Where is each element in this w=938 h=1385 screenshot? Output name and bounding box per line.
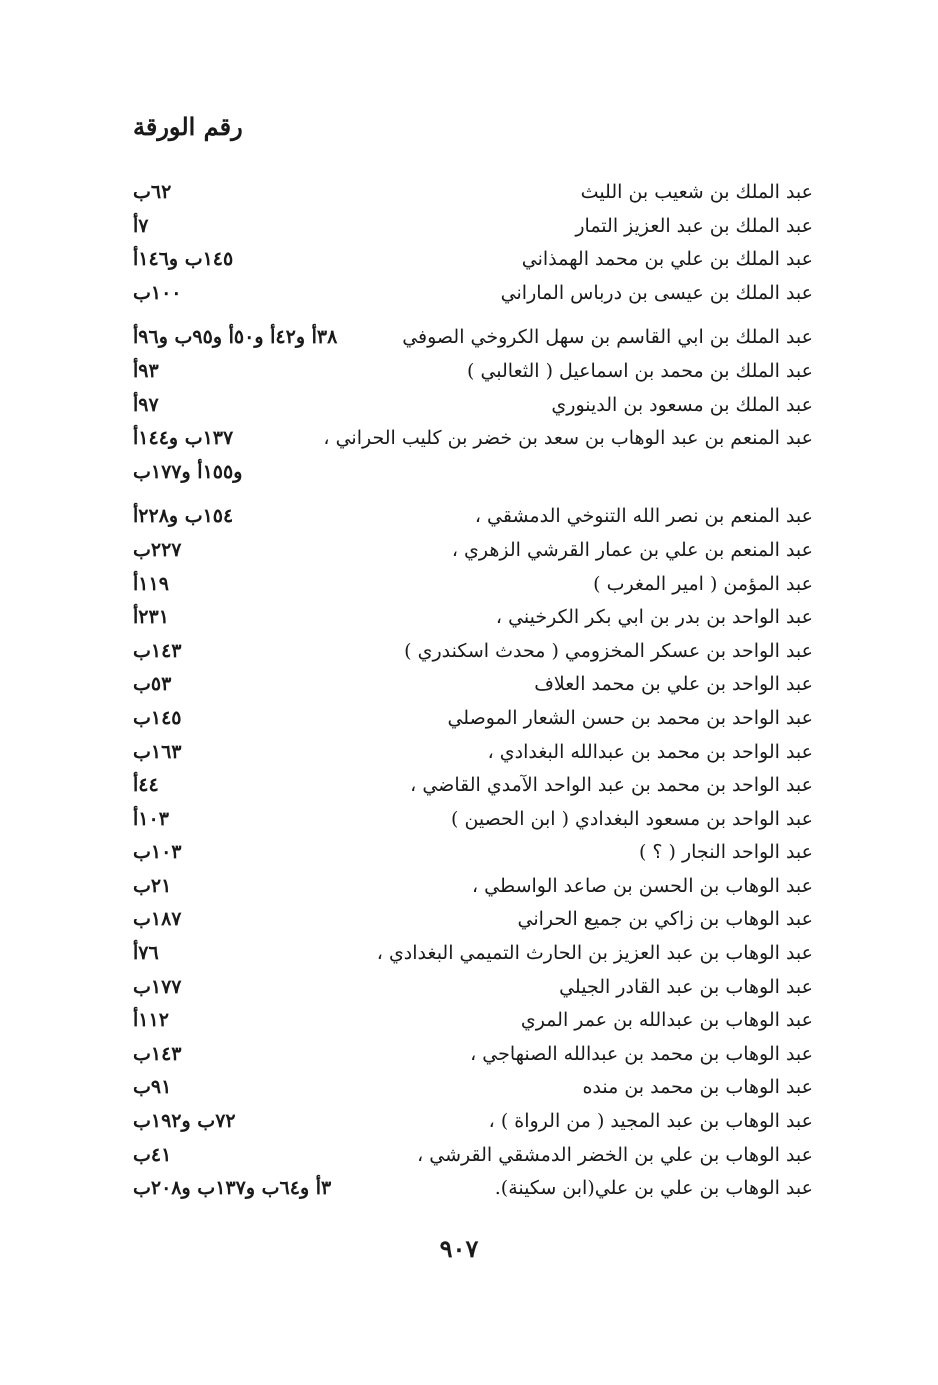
index-entry [133,1139,813,1173]
entry-folio-ref: ٧٦أ [133,942,159,965]
entry-folio-ref: ٧أ [133,214,149,237]
index-list [133,176,813,1206]
entry-name: عبد الوهاب بن محمد بن منده [582,1076,813,1099]
entry-folio-ref: ١٤٣ب [133,1042,182,1065]
entry-name: عبد المنعم بن عبد الوهاب بن سعد بن خضر بن كليب الحراني ، [323,427,813,450]
entry-name: عبد الملك بن عيسى بن درباس الماراني [500,281,813,304]
entry-name: عبد الوهاب بن عبدالله بن عمر المري [520,1009,813,1032]
index-entry [133,601,813,635]
index-entry [133,243,813,277]
entry-name: عبد الملك بن عبد العزيز التمار [575,214,813,237]
entry-name: عبد الواحد بن مسعود البغدادي ( ابن الحصين ) [451,807,813,830]
entry-name: عبد الملك بن شعيب بن الليث [580,181,813,203]
entry-folio-ref: ١٠٣أ [133,807,169,830]
entry-name: عبد المنعم بن نصر الله التنوخي الدمشقي ، [474,505,813,528]
index-entry [133,769,813,803]
page-number [0,1234,938,1263]
index-entry [133,321,813,355]
entry-name: عبد الوهاب بن عبد القادر الجيلي [559,975,813,998]
entry-folio-ref: ٣أ و٦٤ب و١٣٧ب و٢٠٨ب [133,1177,332,1200]
entry-folio-ref: ١٨٧ب [133,908,182,931]
entry-folio-ref: ٤٤أ [133,774,159,797]
entry-folio-ref: ٦٢ب [133,181,172,203]
entry-folio-ref: ١٠٣ب [133,841,182,864]
index-entry [133,1004,813,1038]
entry-name: عبد الملك بن ابي القاسم بن سهل الكروخي الصوفي [402,326,813,349]
index-entry [133,210,813,244]
index-entry [133,635,813,669]
index-entry [133,803,813,837]
column-header: رقم الورقة [133,112,243,141]
index-entry [133,668,813,702]
entry-name: عبد المؤمن ( امير المغرب ) [593,572,813,595]
index-entry [133,903,813,937]
entry-folio-ref: ١٤٥ب و١٤٦أ [133,248,234,271]
entry-name: عبد الوهاب بن علي بن الخضر الدمشقي القرشي ، [417,1143,813,1166]
index-entry [133,176,813,210]
entry-folio-ref: ١٧٧ب [133,975,182,998]
entry-folio-ref: ٩١ب [133,1076,172,1099]
index-entry [133,568,813,602]
entry-folio-ref: ٢٢٧ب [133,538,182,561]
entry-folio-ref: و١٥٥أ و١٧٧ب [133,460,243,483]
index-entry [133,277,813,311]
entry-name: عبد الوهاب بن عبد المجيد ( من الرواة ) ، [488,1110,813,1133]
page-number-text: ٩٠٧ [439,1234,479,1263]
index-entry [133,1038,813,1072]
entry-name: عبد الملك بن محمد بن اسماعيل ( الثعالبي ) [467,359,813,382]
entry-folio-ref: ٧٢ب و١٩٢ب [133,1110,236,1133]
entry-folio-ref: ٩٧أ [133,393,159,416]
entry-folio-ref: ١٤٥ب [133,706,182,729]
index-entry [133,971,813,1005]
entry-folio-ref: ٩٣أ [133,359,159,382]
index-entry [133,937,813,971]
entry-folio-ref: ٤١ب [133,1143,172,1166]
entry-folio-ref: ١٤٣ب [133,639,182,662]
entry-name: عبد الوهاب بن عبد العزيز بن الحارث التميمي البغدادي ، [376,942,813,965]
entry-name: عبد الوهاب بن الحسن بن صاعد الواسطي ، [471,874,813,897]
entry-name: عبد الواحد بن بدر بن ابي بكر الكرخيني ، [495,606,813,629]
entry-name: عبد الواحد بن عسكر المخزومي ( محدث اسكندري ) [404,639,813,662]
entry-folio-ref: ١١٢أ [133,1009,169,1032]
entry-name: عبد الملك بن مسعود بن الدينوري [551,393,813,416]
entry-folio-ref: ١٠٠ب [133,281,182,304]
entry-name: عبد الواحد بن محمد بن عبد الواحد الآمدي القاضي ، [410,774,813,797]
entry-folio-ref: ٥٣ب [133,673,172,696]
index-entry [133,736,813,770]
entry-folio-ref: ١١٩أ [133,572,169,595]
entry-folio-ref: ١٥٤ب و٢٢٨أ [133,505,234,528]
entry-name: عبد الملك بن علي بن محمد الهمذاني [521,248,813,271]
entry-name: عبد الواحد بن محمد بن حسن الشعار الموصلي [447,706,813,729]
index-entry [133,456,813,490]
index-entry [133,389,813,423]
index-entry [133,1172,813,1206]
entry-name: عبد الواحد بن علي بن محمد العلاف [534,673,813,696]
index-entry [133,500,813,534]
index-entry [133,870,813,904]
index-entry [133,534,813,568]
entry-name: عبد الواحد النجار ( ؟ ) [638,841,813,864]
entry-name: عبد المنعم بن علي بن عمار القرشي الزهري ، [451,538,813,561]
entry-folio-ref: ٢٣١أ [133,606,169,629]
entry-folio-ref: ١٣٧ب و١٤٤أ [133,427,234,450]
entry-name: عبد الوهاب بن محمد بن عبدالله الصنهاجي ، [470,1042,813,1065]
entry-name: عبد الواحد بن محمد بن عبدالله البغدادي ، [487,740,813,763]
index-entry [133,702,813,736]
entry-name: عبد الوهاب بن علي بن علي(ابن سكينة). [494,1177,813,1200]
entry-folio-ref: ٢١ب [133,874,172,897]
entry-name: عبد الوهاب بن زاكي بن جميع الحراني [517,908,813,931]
index-entry [133,355,813,389]
entry-folio-ref: ١٦٣ب [133,740,182,763]
index-entry [133,422,813,456]
index-entry [133,1071,813,1105]
entry-folio-ref: ٣٨أ و٤٢أ و٥٠أ و٩٥ب و٩٦أ [133,326,338,349]
index-entry [133,836,813,870]
index-entry [133,1105,813,1139]
